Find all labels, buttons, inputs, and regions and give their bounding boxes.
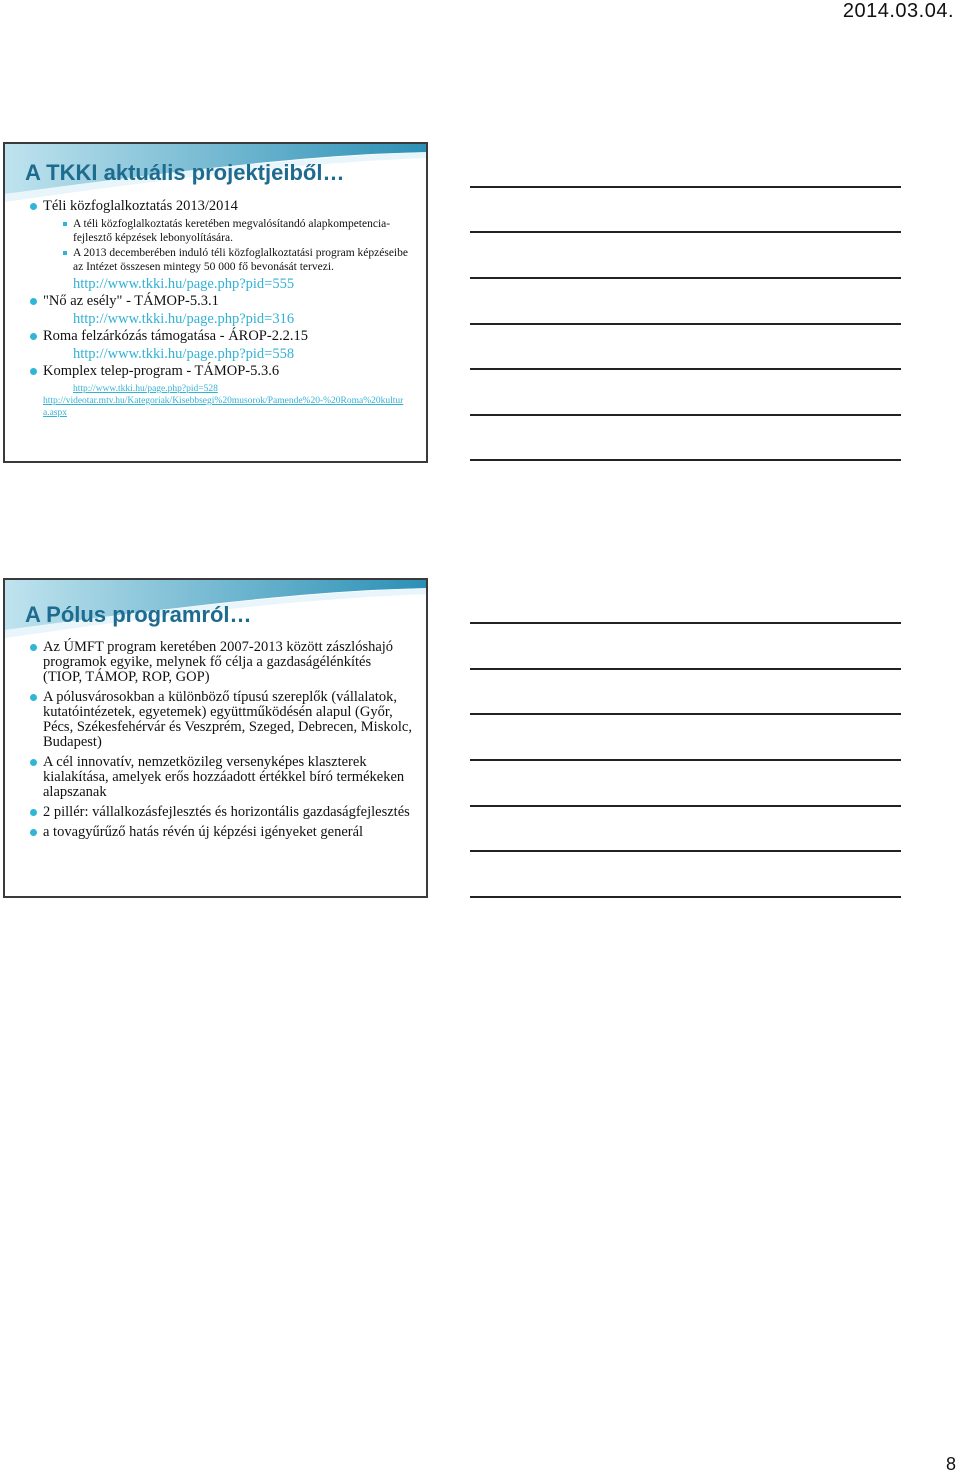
note-line	[470, 896, 901, 898]
link-pid-558[interactable]: http://www.tkki.hu/page.php?pid=558	[73, 346, 295, 362]
bullet-icon	[30, 203, 37, 210]
link-videotar[interactable]: http://videotar.mtv.hu/Kategoriak/Kisebbsegi%20musorok/Pamende%20-%20Roma%20kultura.aspx	[43, 396, 404, 418]
list-item	[5, 690, 426, 750]
list-item	[5, 329, 426, 344]
note-line	[470, 186, 901, 188]
note-line	[470, 668, 901, 670]
note-line	[470, 231, 901, 233]
list-item	[5, 640, 426, 685]
sub-item-text: A 2013 decemberében induló téli közfoglalkoztatási program képzéseibe az Intézet összesen mintegy 50 000 fő bevonását tervezi.	[73, 247, 408, 273]
item-text: a tovagyűrűző hatás révén új képzési igényeket generál	[43, 824, 364, 840]
bullet-icon	[30, 694, 37, 701]
link-pid-316[interactable]: http://www.tkki.hu/page.php?pid=316	[73, 311, 295, 327]
item-text: A pólusvárosokban a különböző típusú szereplők (vállalatok, kutatóintézetek, egyetemek) együttműködésén alapul (Győr, Pécs, Székesfehérvár és Veszprém, Szeged, Debrecen, Miskolc, Budapest)	[43, 689, 412, 750]
note-line	[470, 850, 901, 852]
list-item	[5, 755, 426, 800]
slide-title: A Pólus programról…	[25, 602, 252, 627]
bullet-icon	[30, 644, 37, 651]
note-line	[470, 368, 901, 370]
note-line	[470, 805, 901, 807]
note-line	[470, 323, 901, 325]
item-text: Az ÚMFT program keretében 2007-2013 között zászlóshajó programok egyike, melynek fő célja a gazdaságélénkítés (TIOP, TÁMOP, ROP, GOP)	[43, 639, 394, 685]
bullet-icon	[30, 298, 37, 305]
bullet-icon	[30, 759, 37, 766]
item-text: Komplex telep-program - TÁMOP-5.3.6	[43, 363, 280, 379]
list-item	[5, 805, 426, 820]
sub-item	[5, 247, 426, 274]
note-line	[470, 459, 901, 461]
item-text: A cél innovatív, nemzetközileg versenyképes klaszterek kialakítása, amelyek erős hozzáadott értékkel bíró termékeken alapszanak	[43, 754, 405, 800]
slide-tkki-projects	[3, 142, 428, 463]
item-text: 2 pillér: vállalkozásfejlesztés és horizontális gazdaságfejlesztés	[43, 804, 410, 820]
bullet-icon	[30, 809, 37, 816]
item-text: "Nő az esély" - TÁMOP-5.3.1	[43, 293, 219, 309]
list-item	[5, 364, 426, 379]
bullet-icon	[30, 829, 37, 836]
slide-title: A TKKI aktuális projektjeiből…	[25, 160, 345, 185]
list-item	[5, 199, 426, 214]
sub-item-text: A téli közfoglalkoztatás keretében megvalósítandó alapkompetencia-fejlesztő képzések lebonyolítására.	[73, 218, 391, 244]
list-item	[5, 294, 426, 309]
note-line	[470, 713, 901, 715]
link-pid-528[interactable]: http://www.tkki.hu/page.php?pid=528	[73, 384, 218, 394]
slide-polus-program	[3, 578, 428, 898]
bullet-icon	[30, 333, 37, 340]
page-number: 8	[945, 1454, 956, 1474]
note-line	[470, 277, 901, 279]
sub-item	[5, 218, 426, 245]
page-date: 2014.03.04.	[842, 0, 954, 22]
list-item	[5, 825, 426, 840]
item-text: Téli közfoglalkoztatás 2013/2014	[43, 198, 238, 214]
square-bullet-icon	[63, 251, 67, 255]
bullet-icon	[30, 368, 37, 375]
note-line	[470, 414, 901, 416]
item-text: Roma felzárkózás támogatása - ÁROP-2.2.15	[43, 328, 308, 344]
note-line	[470, 622, 901, 624]
note-line	[470, 759, 901, 761]
link-pid-555[interactable]: http://www.tkki.hu/page.php?pid=555	[73, 276, 295, 292]
square-bullet-icon	[63, 222, 67, 226]
